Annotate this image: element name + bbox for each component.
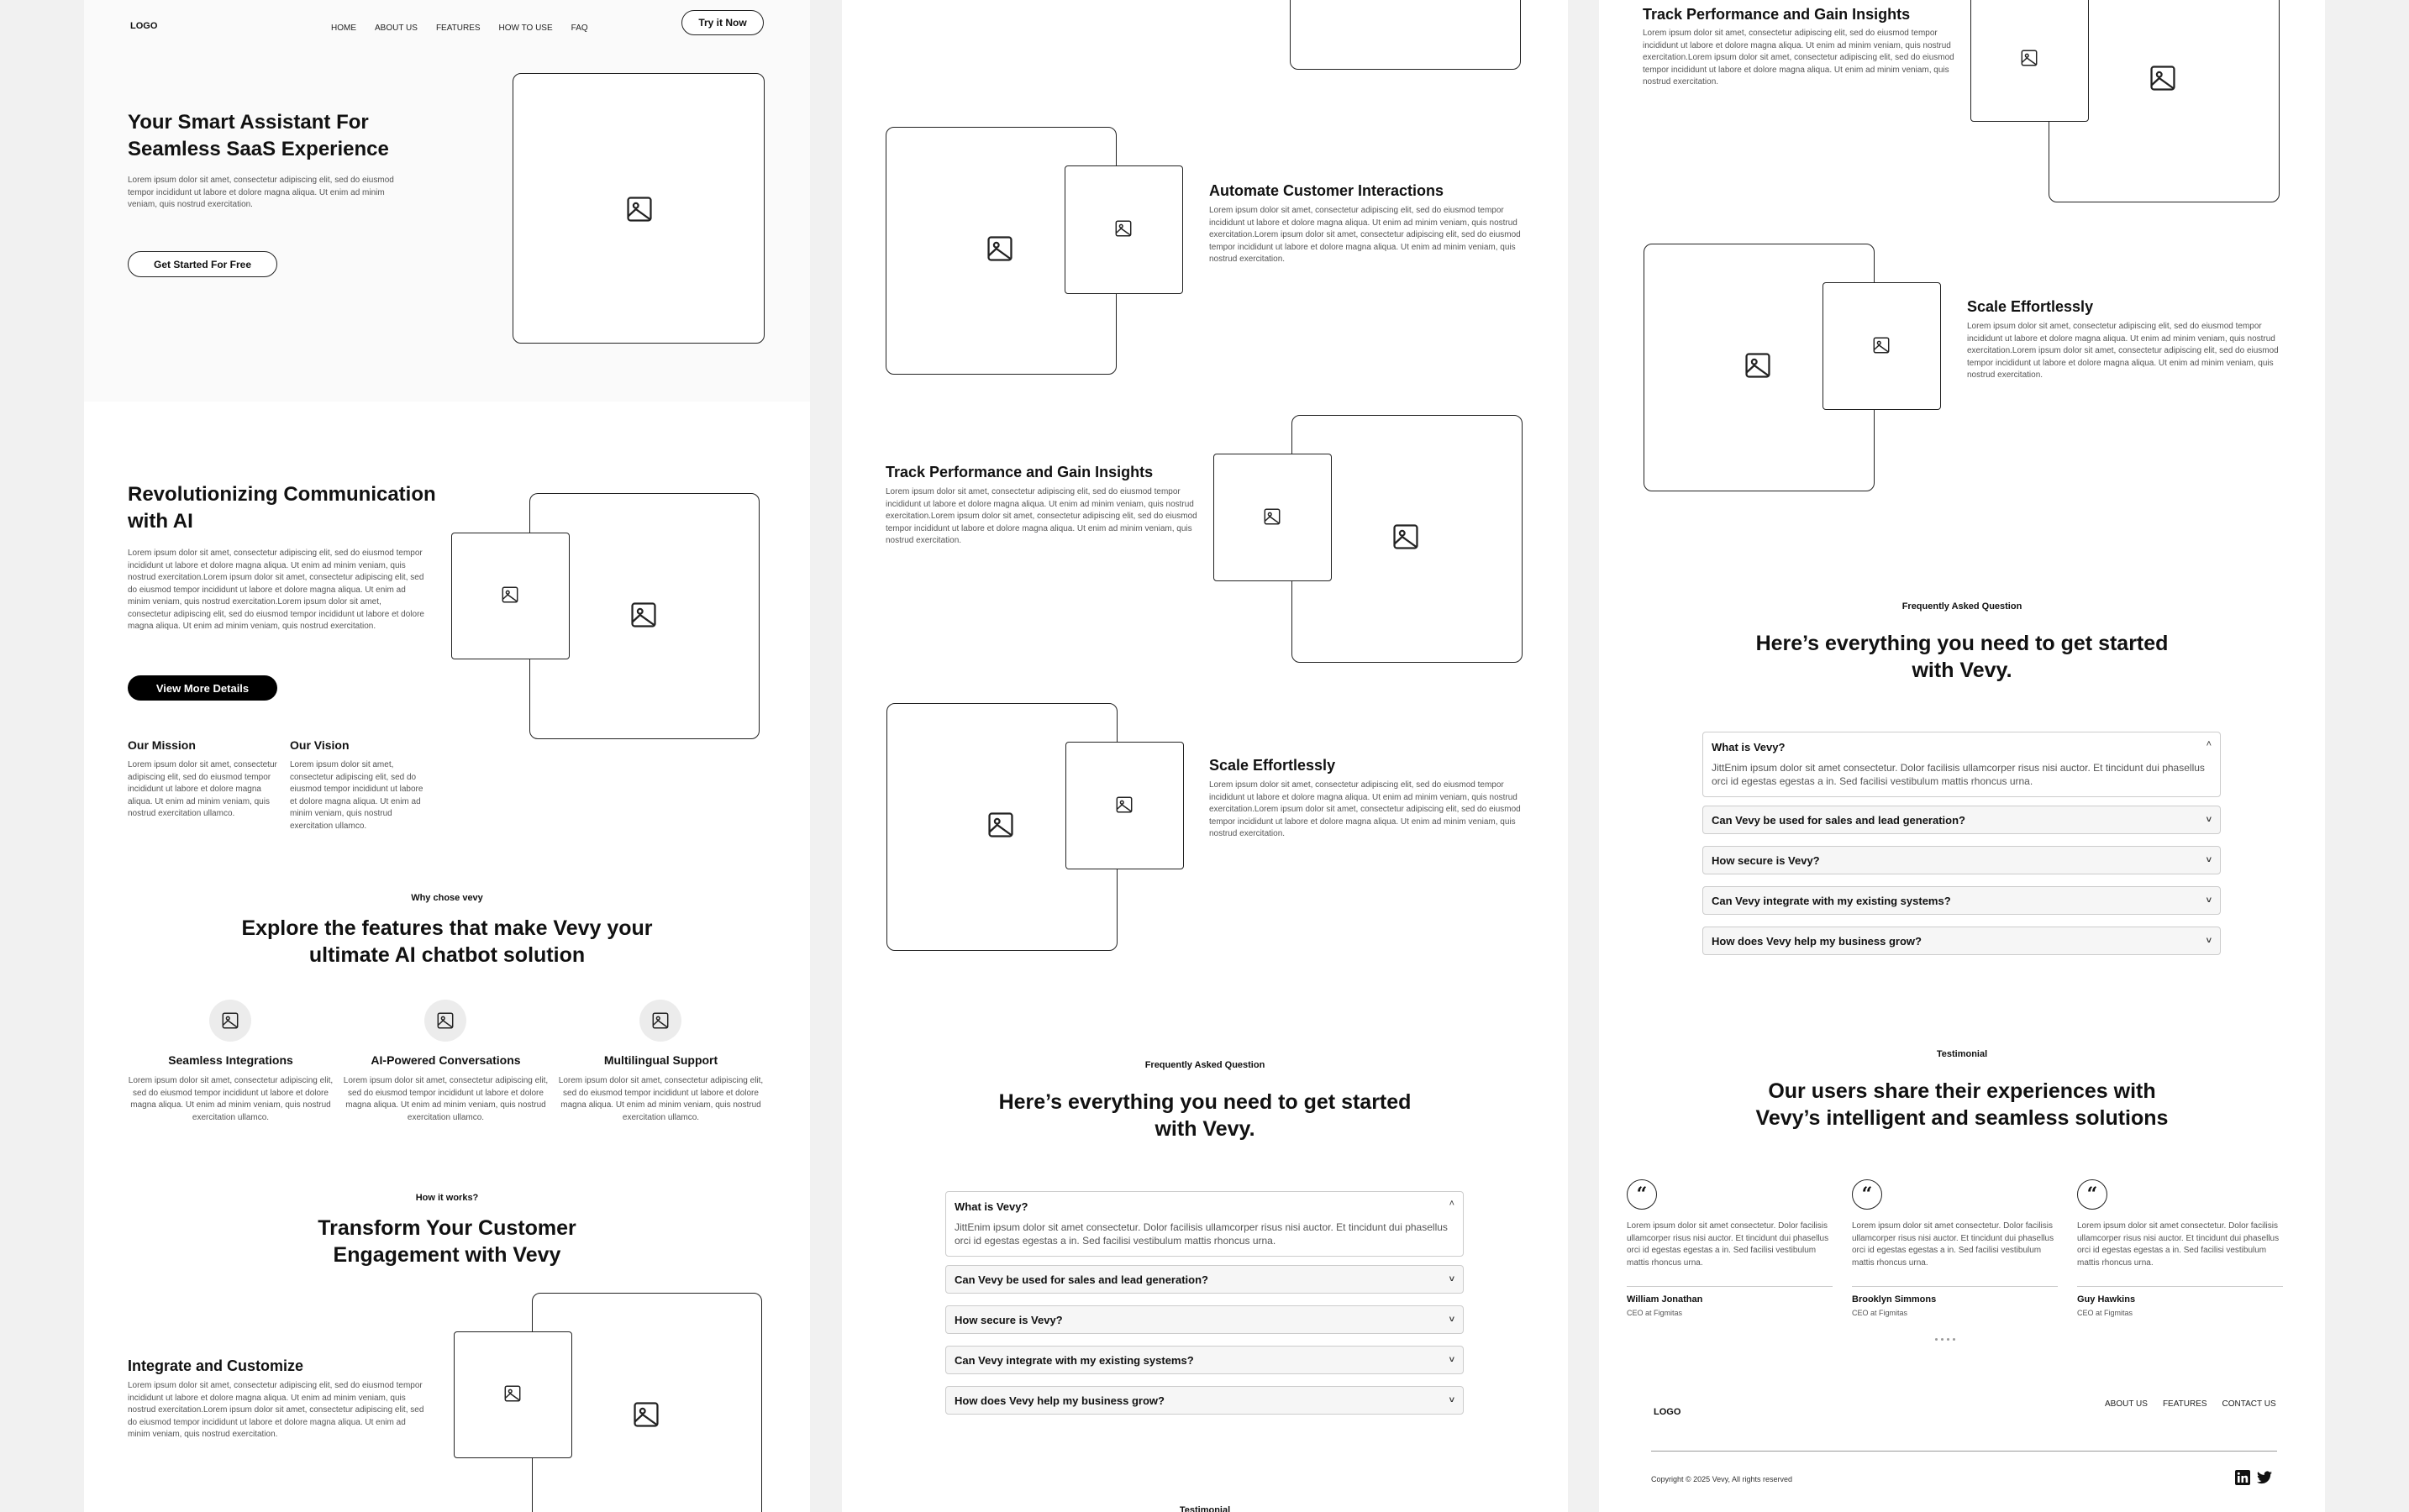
step-track-text: Lorem ipsum dolor sit amet, consectetur adipiscing elit, sed do eiusmod tempor incididunt ut labore et dolore magna aliqua. Ut enim ad minim veniam, quis nostrud exercitation.Lorem ipsum dolor sit amet, consectetur adipiscing elit, sed do eiusmod tempor incididunt ut labore et dolore magna aliqua. Ut enim ad minim veniam, quis nostrud exercitation. (1643, 29, 1954, 87)
hero-text: Lorem ipsum dolor sit amet, consectetur adipiscing elit, sed do eiusmod tempor incididunt ut labore et dolore magna aliqua. Ut enim ad minim veniam, quis nostrud exercitation. (128, 176, 394, 209)
footer-link-features[interactable]: FEATURES (2162, 1399, 2207, 1409)
testimonial-name: Brooklyn Simmons (1852, 1294, 1937, 1305)
chevron-down-icon: ˅ (1449, 1355, 1454, 1365)
faq-item[interactable] (1702, 886, 2221, 915)
vision-text: Lorem ipsum dolor sit amet, consectetur adipiscing elit, sed do eiusmod tempor incididunt ut labore et dolore magna aliqua. Ut enim ad minim veniam, quis nostrud exercitation ullamco. (290, 760, 423, 831)
carousel-dots[interactable] (1935, 1338, 1955, 1341)
step-track-text: Lorem ipsum dolor sit amet, consectetur adipiscing elit, sed do eiusmod tempor incididunt ut labore et dolore magna aliqua. Ut enim ad minim veniam, quis nostrud exercitation.Lorem ipsum dolor sit amet, consectetur adipiscing elit, sed do eiusmod tempor incididunt ut labore et dolore magna aliqua. Ut enim ad minim veniam, quis nostrud exercitation. (886, 487, 1197, 545)
faq-item[interactable] (1702, 806, 2221, 834)
quote-icon: “ (1852, 1179, 1882, 1210)
testimonial-name: William Jonathan (1627, 1294, 1703, 1305)
faq-answer: JittEnim ipsum dolor sit amet consectetur. Dolor facilisis ullamcorper risus nisi auctor. Et tincidunt dui phasellus orci id egestas egestas a in. Sed facilisi vestibulum mattis rhoncus urna. (1712, 762, 2205, 787)
faq-title: Here’s everything you need to get started with Vevy. (1755, 632, 2169, 682)
faq-item[interactable] (1702, 846, 2221, 874)
chevron-down-icon: ˅ (1449, 1274, 1454, 1284)
nav-features[interactable]: FEATURES (435, 24, 481, 33)
hero-title: Your Smart Assistant For Seamless SaaS Experience (128, 111, 389, 160)
image-icon (986, 234, 1014, 263)
faq-question: What is Vevy? (955, 1200, 1028, 1213)
step-integrate-title: Integrate and Customize (128, 1357, 304, 1374)
feature-text-1: Lorem ipsum dolor sit amet, consectetur adipiscing elit, sed do eiusmod tempor incididunt ut labore et dolore magna aliqua. Ut enim ad minim veniam, quis nostrud exercitation ullamco. (128, 1076, 334, 1122)
track-image-small (1970, 0, 2089, 122)
faq-item[interactable] (945, 1386, 1464, 1415)
testimonial-role: CEO at Figmitas (1852, 1309, 1908, 1317)
faq-item[interactable] (945, 1265, 1464, 1294)
copyright: Copyright © 2025 Vevy, All rights reserved (1651, 1475, 1793, 1483)
page-column-2 (842, 0, 1568, 1512)
faq-item[interactable] (945, 1346, 1464, 1374)
image-icon (1263, 507, 1281, 526)
step-scale-title: Scale Effortlessly (1967, 298, 2094, 315)
testimonial-eyebrow: Testimonial (1936, 1049, 1988, 1059)
faq-question: How does Vevy help my business grow? (955, 1394, 1165, 1407)
image-icon (1114, 219, 1133, 238)
features-title: Explore the features that make Vevy your ultimate AI chatbot solution (241, 916, 653, 967)
faq-item[interactable] (1702, 927, 2221, 955)
nav-home[interactable]: HOME (331, 24, 356, 33)
page-column-3 (1599, 0, 2325, 1512)
automate-image-small (1065, 165, 1183, 294)
quote-icon: “ (1627, 1179, 1657, 1210)
faq-question: Can Vevy be used for sales and lead generation? (955, 1273, 1208, 1286)
about-image-small (451, 533, 570, 659)
image-icon (503, 1384, 522, 1403)
testimonial-eyebrow-cut: Testimonial (1179, 1505, 1231, 1512)
feature-text-2: Lorem ipsum dolor sit amet, consectetur adipiscing elit, sed do eiusmod tempor incididunt ut labore et dolore magna aliqua. Ut enim ad minim veniam, quis nostrud exercitation ullamco. (343, 1076, 549, 1122)
integrate-image-small (454, 1331, 572, 1458)
scale-image-small (1823, 282, 1941, 410)
chevron-up-icon[interactable]: ˄ (1449, 1199, 1454, 1209)
step-track-title: Track Performance and Gain Insights (886, 464, 1154, 480)
faq-question: What is Vevy? (1712, 741, 1786, 753)
step-scale-text: Lorem ipsum dolor sit amet, consectetur adipiscing elit, sed do eiusmod tempor incididunt ut labore et dolore magna aliqua. Ut enim ad minim veniam, quis nostrud exercitation.Lorem ipsum dolor sit amet, consectetur adipiscing elit, sed do eiusmod tempor incididunt ut labore et dolore magna aliqua. Ut enim ad minim veniam, quis nostrud exercitation. (1209, 780, 1521, 838)
faq-item[interactable] (945, 1305, 1464, 1334)
image-icon (986, 811, 1015, 839)
step-scale-title: Scale Effortlessly (1209, 757, 1336, 774)
step-scale-text: Lorem ipsum dolor sit amet, consectetur adipiscing elit, sed do eiusmod tempor incididunt ut labore et dolore magna aliqua. Ut enim ad minim veniam, quis nostrud exercitation.Lorem ipsum dolor sit amet, consectetur adipiscing elit, sed do eiusmod tempor incididunt ut labore et dolore magna aliqua. Ut enim ad minim veniam, quis nostrud exercitation. (1967, 322, 2279, 380)
testimonial-text: Lorem ipsum dolor sit amet consectetur. Dolor facilisis ullamcorper risus nisi auctor. Et tincidunt dui phasellus orci id egestas egestas a in. Sed facilisi vestibulum mattis rhoncus urna. (1852, 1221, 2054, 1268)
step-automate-text: Lorem ipsum dolor sit amet, consectetur adipiscing elit, sed do eiusmod tempor incididunt ut labore et dolore magna aliqua. Ut enim ad minim veniam, quis nostrud exercitation.Lorem ipsum dolor sit amet, consectetur adipiscing elit, sed do eiusmod tempor incididunt ut labore et dolore magna aliqua. Ut enim ad minim veniam, quis nostrud exercitation. (1209, 206, 1521, 264)
feature-icon-2 (424, 1000, 466, 1042)
chevron-down-icon: ˅ (2206, 815, 2212, 825)
chevron-down-icon: ˅ (2206, 936, 2212, 946)
image-icon (436, 1011, 455, 1030)
try-it-now-button[interactable]: Try it Now (681, 10, 764, 35)
about-title: Revolutionizing Communication with AI (128, 483, 436, 533)
feature-title-3: Multilingual Support (603, 1053, 718, 1067)
faq-eyebrow: Frequently Asked Question (1901, 601, 2022, 612)
how-title: Transform Your Customer Engagement with Vevy (318, 1216, 576, 1267)
faq-question: How secure is Vevy? (955, 1313, 1063, 1326)
testimonial-role: CEO at Figmitas (1627, 1309, 1683, 1317)
nav-how-to-use[interactable]: HOW TO USE (498, 24, 553, 33)
image-icon (625, 195, 654, 223)
image-icon (501, 585, 519, 604)
image-icon (1115, 795, 1133, 814)
mission-text: Lorem ipsum dolor sit amet, consectetur adipiscing elit, sed do eiusmod tempor incididunt ut labore et dolore magna aliqua. Ut enim ad minim veniam, quis nostrud exercitation ullamco. (128, 760, 277, 818)
feature-title-2: AI-Powered Conversations (371, 1053, 521, 1067)
chevron-up-icon[interactable]: ˄ (2206, 739, 2212, 749)
vision-title: Our Vision (290, 738, 350, 752)
track-image-small (1213, 454, 1332, 581)
footer-divider (1651, 1451, 2277, 1452)
testimonial-text: Lorem ipsum dolor sit amet consectetur. Dolor facilisis ullamcorper risus nisi auctor. Et tincidunt dui phasellus orci id egestas egestas a in. Sed facilisi vestibulum mattis rhoncus urna. (1627, 1221, 1829, 1268)
page-column-1 (84, 0, 810, 1512)
image-icon (1744, 351, 1772, 380)
chevron-down-icon: ˅ (2206, 895, 2212, 906)
faq-question: How does Vevy help my business grow? (1712, 934, 1922, 948)
divider (1852, 1286, 2058, 1287)
footer-link-contact[interactable]: CONTACT US (2222, 1399, 2276, 1409)
logo[interactable]: LOGO (130, 21, 158, 31)
chevron-down-icon: ˅ (1449, 1395, 1454, 1405)
image-icon (651, 1011, 670, 1030)
image-icon (2020, 49, 2038, 67)
scale-image-small (1065, 742, 1184, 869)
image-icon (221, 1011, 239, 1030)
faq-item-open[interactable] (945, 1191, 1464, 1257)
step-integrate-text: Lorem ipsum dolor sit amet, consectetur adipiscing elit, sed do eiusmod tempor incididunt ut labore et dolore magna aliqua. Ut enim ad minim veniam, quis nostrud exercitation.Lorem ipsum dolor sit amet, consectetur adipiscing elit, sed do eiusmod tempor incididunt ut labore et dolore magna aliqua. Ut enim ad minim veniam, quis nostrud exercitation. (128, 1381, 424, 1439)
feature-title-1: Seamless Integrations (168, 1053, 293, 1067)
hero-image (513, 73, 765, 344)
image-icon (632, 1400, 660, 1429)
faq-question: Can Vevy integrate with my existing systems? (1712, 894, 1951, 907)
nav-about[interactable]: ABOUT US (375, 24, 418, 33)
image-icon (1391, 522, 1420, 551)
linkedin-icon[interactable] (2235, 1470, 2250, 1485)
nav-faq[interactable]: FAQ (571, 24, 588, 33)
faq-answer: JittEnim ipsum dolor sit amet consectetur. Dolor facilisis ullamcorper risus nisi auctor. Et tincidunt dui phasellus orci id egestas egestas a in. Sed facilisi vestibulum mattis rhoncus urna. (955, 1221, 1448, 1247)
feature-icon-1 (209, 1000, 251, 1042)
about-text: Lorem ipsum dolor sit amet, consectetur adipiscing elit, sed do eiusmod tempor incididunt ut labore et dolore magna aliqua. Ut enim ad minim veniam, quis nostrud exercitation.Lorem ipsum dolor sit amet, consectetur adipiscing elit, sed do eiusmod tempor incididunt ut labore et dolore magna aliqua. Ut enim ad minim veniam, quis nostrud exercitation.Lorem ipsum dolor sit amet, consectetur adipiscing elit, sed do eiusmod tempor incididunt ut labore et dolore magna aliqua. Ut enim ad minim veniam, quis nostrud exercitation. (128, 549, 424, 631)
image-icon (1872, 336, 1891, 354)
faq-title: Here’s everything you need to get started with Vevy. (998, 1090, 1412, 1141)
testimonial-text: Lorem ipsum dolor sit amet consectetur. Dolor facilisis ullamcorper risus nisi auctor. Et tincidunt dui phasellus orci id egestas egestas a in. Sed facilisi vestibulum mattis rhoncus urna. (2077, 1221, 2280, 1268)
step-track-title: Track Performance and Gain Insights (1643, 6, 1911, 23)
testimonial-title: Our users share their experiences with Vevy’s intelligent and seamless solutions (1755, 1079, 2169, 1130)
top-nav (331, 19, 607, 34)
integrate-image-continued (1290, 0, 1521, 70)
quote-icon: “ (2077, 1179, 2107, 1210)
faq-question: How secure is Vevy? (1712, 853, 1820, 867)
footer-logo[interactable]: LOGO (1654, 1407, 1681, 1417)
how-eyebrow: How it works? (415, 1193, 479, 1203)
chevron-down-icon: ˅ (2206, 855, 2212, 865)
faq-eyebrow: Frequently Asked Question (1144, 1060, 1265, 1070)
mission-title: Our Mission (128, 738, 196, 752)
feature-text-3: Lorem ipsum dolor sit amet, consectetur adipiscing elit, sed do eiusmod tempor incididunt ut labore et dolore magna aliqua. Ut enim ad minim veniam, quis nostrud exercitation ullamco. (558, 1076, 764, 1122)
divider (2077, 1286, 2283, 1287)
twitter-icon[interactable] (2257, 1471, 2272, 1484)
view-more-button[interactable]: View More Details (128, 675, 277, 701)
image-icon (629, 601, 658, 629)
image-icon (2149, 64, 2177, 92)
footer-link-about[interactable]: ABOUT US (2105, 1399, 2148, 1409)
feature-icon-3 (639, 1000, 681, 1042)
chevron-down-icon: ˅ (1449, 1315, 1454, 1325)
testimonial-role: CEO at Figmitas (2077, 1309, 2133, 1317)
get-started-button[interactable]: Get Started For Free (128, 251, 277, 277)
step-automate-title: Automate Customer Interactions (1209, 182, 1444, 199)
faq-question: Can Vevy integrate with my existing systems? (955, 1353, 1194, 1367)
footer-nav (2105, 1399, 2276, 1409)
faq-item-open[interactable] (1702, 732, 2221, 797)
testimonial-name: Guy Hawkins (2077, 1294, 2136, 1305)
faq-question: Can Vevy be used for sales and lead generation? (1712, 813, 1965, 827)
divider (1627, 1286, 1833, 1287)
features-eyebrow: Why chose vevy (411, 893, 483, 903)
